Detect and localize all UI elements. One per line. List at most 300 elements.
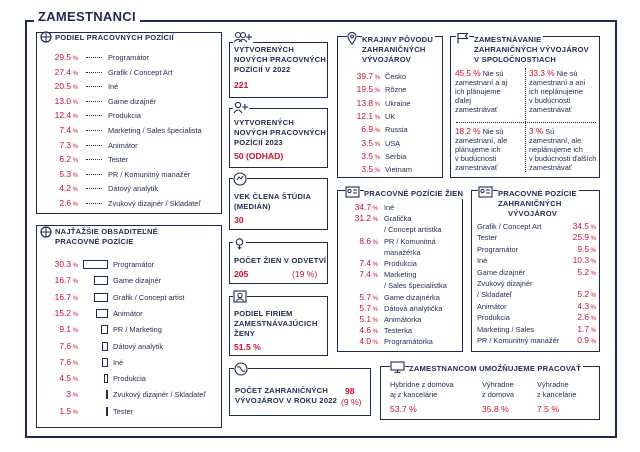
foreignpos-pct-value: 9.5 bbox=[577, 243, 589, 254]
hiring-q1-t4: ďalej bbox=[455, 96, 472, 105]
womenpos-pct-sign: % bbox=[370, 295, 378, 302]
hardest-label: Programátor bbox=[113, 260, 155, 269]
hiring-q4-pct: 3 % bbox=[529, 127, 544, 136]
hardest-pct-sign: % bbox=[70, 393, 78, 400]
positions-label: PR / Komunitný manažér bbox=[108, 169, 191, 179]
hardest-label: Grafik / Concept artist bbox=[113, 292, 185, 302]
foreignpos-pct-sign: % bbox=[588, 327, 596, 334]
hardest-pct-value: 7.6 bbox=[59, 340, 71, 351]
foreignpos-pct bbox=[552, 301, 596, 311]
positions-pct-value: 27.4 bbox=[54, 66, 71, 77]
foreignpos-pct bbox=[552, 255, 596, 265]
foreignpos-pct bbox=[552, 267, 596, 277]
foreignpos-label: Grafik / Concept Art bbox=[477, 222, 542, 231]
womenpos-label: manažérka bbox=[384, 247, 421, 257]
positions-pct bbox=[38, 198, 78, 208]
hiring-q1-t5: zamestnávať bbox=[455, 105, 498, 114]
id-card-icon bbox=[345, 186, 360, 198]
hiring-q4-t5: zamestnávať bbox=[529, 163, 572, 172]
foreignpos-label: Zvukový dizajnér bbox=[477, 279, 533, 288]
hiring-q3-t2: zamestnaní, ale bbox=[455, 136, 508, 145]
created2023-line3: POZÍCIÍ 2023 bbox=[234, 138, 283, 147]
countries-pct bbox=[340, 124, 380, 134]
womenpos-pct-value: 5.7 bbox=[359, 291, 371, 302]
countries-pct bbox=[340, 71, 380, 81]
hardest-pct-sign: % bbox=[70, 311, 78, 318]
female-icon bbox=[233, 237, 246, 250]
hardest-label: Produkcia bbox=[113, 374, 146, 384]
workmode-title: ZAMESTNANCOM UMOŽŇUJEME PRACOVAŤ bbox=[409, 364, 582, 373]
positions-pct bbox=[38, 154, 78, 164]
womenpos-pct bbox=[338, 314, 378, 324]
countries-label: Russia bbox=[385, 125, 408, 135]
foreignpos-pct-value: 34.5 bbox=[572, 221, 589, 231]
hiring-q1-t3: ich plánujeme bbox=[455, 87, 501, 96]
hardest-bar bbox=[101, 325, 108, 334]
womenpos-label: Animátorka bbox=[384, 315, 422, 324]
countries-label: Rôzne bbox=[385, 85, 407, 95]
positions-label: Zvukový dizajnér / Skladateľ bbox=[108, 199, 201, 208]
countries-label: Ukraine bbox=[385, 98, 411, 108]
hiring-q1-t2: zamestnaní a aj bbox=[455, 78, 508, 87]
positions-pct-sign: % bbox=[70, 143, 78, 150]
positions-pct bbox=[38, 52, 78, 62]
firms-line3: ŽENY bbox=[234, 329, 256, 338]
countries-title-1: KRAJINY PÔVODU bbox=[362, 35, 434, 44]
countries-pct bbox=[340, 111, 380, 121]
womenpos-pct bbox=[338, 325, 378, 335]
person-plus-icon bbox=[233, 101, 249, 114]
firms-line2: ZAMESTNÁVAJÚCICH bbox=[234, 319, 318, 328]
foreignpos-label: / Skladateľ bbox=[477, 290, 513, 300]
created2023-line2: NOVÝCH PRACOVNÝCH bbox=[234, 128, 327, 137]
foreignpos-pct-sign: % bbox=[588, 293, 596, 300]
countries-pct bbox=[340, 98, 380, 108]
created2023-line1: VYTVORENÝCH bbox=[234, 118, 295, 127]
workmode-c2-value: 35.8 % bbox=[482, 404, 509, 414]
foreignpos-label: Iné bbox=[477, 256, 488, 266]
hardest-pct-value: 1.5 bbox=[59, 405, 71, 416]
foreign-line1: POČET ZAHRANIČNÝCH bbox=[235, 386, 329, 395]
womenpos-pct-value: 8.6 bbox=[359, 235, 371, 246]
globe-icon bbox=[234, 362, 248, 376]
created2022-line2: NOVÝCH PRACOVNÝCH bbox=[234, 55, 327, 64]
countries-pct-value: 3.5 bbox=[361, 164, 373, 175]
hiring-divider-v bbox=[525, 68, 526, 172]
women-pct: (19 %) bbox=[292, 269, 318, 279]
hardest-pct-value: 3 bbox=[66, 389, 71, 400]
hardest-pct bbox=[38, 292, 78, 302]
foreignpos-label: Produkcia bbox=[477, 313, 510, 323]
workmode-c1-value: 53.7 % bbox=[390, 404, 417, 414]
positions-leader bbox=[86, 57, 102, 58]
foreignpos-pct-value: 25.9 bbox=[572, 232, 589, 243]
positions-pct-sign: % bbox=[70, 172, 78, 179]
hiring-q4-t3: neplánujeme ich bbox=[529, 145, 583, 154]
positions-pct-value: 5.3 bbox=[59, 168, 71, 179]
created2023-value: 50 (ODHAD) bbox=[234, 151, 284, 161]
foreignpos-pct-value: 5.2 bbox=[577, 266, 589, 277]
hardest-bar bbox=[106, 407, 108, 416]
womenpos-pct bbox=[338, 258, 378, 268]
hardest-pct bbox=[38, 406, 78, 416]
firms-line1: PODIEL FIRIEM bbox=[234, 309, 293, 318]
positions-label: Marketing / Sales špecialista bbox=[108, 126, 202, 135]
countries-label: USA bbox=[385, 138, 401, 148]
countries-pct-sign: % bbox=[372, 141, 380, 148]
countries-title-3: VÝVOJÁROV bbox=[362, 55, 412, 64]
hardest-pct-value: 16.7 bbox=[54, 275, 71, 286]
foreignpos-pct-value: 5.2 bbox=[577, 289, 589, 300]
foreignpos-pct-sign: % bbox=[588, 304, 596, 311]
foreignpos-pct-sign: % bbox=[588, 259, 596, 266]
age-line2: (MEDIÁN) bbox=[234, 202, 271, 211]
workmode-c1-l2: aj z kancelárie bbox=[390, 390, 438, 399]
positions-pct bbox=[38, 125, 78, 135]
foreignpos-pct bbox=[552, 335, 596, 345]
womenpos-pct-value: 31.2 bbox=[354, 213, 371, 224]
hardest-title-2: PRACOVNÉ POZÍCIE bbox=[55, 237, 134, 246]
positions-pct bbox=[38, 67, 78, 77]
foreign-line2: VÝVOJÁROV V ROKU 2022 bbox=[235, 396, 338, 405]
hardest-pct bbox=[38, 275, 78, 285]
hardest-pct bbox=[38, 357, 78, 367]
countries-label: Česko bbox=[385, 72, 406, 81]
hardest-pct bbox=[38, 324, 78, 334]
foreign-positions-title-1: PRACOVNÉ POZÍCIE bbox=[498, 189, 577, 198]
countries-pct-value: 3.5 bbox=[361, 150, 373, 161]
hiring-q3-t3: plánujeme ich bbox=[455, 145, 501, 154]
countries-pct-value: 19.5 bbox=[356, 84, 373, 95]
hardest-bar bbox=[96, 309, 108, 318]
hardest-pct-sign: % bbox=[70, 344, 78, 351]
hiring-q2-pct: 33.3 % bbox=[529, 69, 555, 78]
hiring-q2-t1: Nie sú bbox=[556, 69, 578, 78]
positions-label: Animátor bbox=[108, 140, 138, 150]
positions-pct-value: 20.5 bbox=[54, 81, 71, 92]
hardest-pct bbox=[38, 373, 78, 383]
foreignpos-pct-value: 4.3 bbox=[577, 300, 589, 311]
workmode-c2-l1: Výhradne bbox=[482, 380, 514, 389]
hardest-bar bbox=[102, 342, 108, 351]
created2022-value: 221 bbox=[234, 80, 249, 90]
hiring-q4-t2: zamestnaní, ale bbox=[529, 136, 582, 145]
women-positions-title: PRACOVNÉ POZÍCIE ŽIEN bbox=[364, 189, 464, 198]
hardest-label: Tester bbox=[113, 406, 134, 416]
womenpos-pct bbox=[338, 292, 378, 302]
foreignpos-pct-sign: % bbox=[588, 316, 596, 323]
hardest-pct-value: 9.1 bbox=[59, 324, 71, 335]
positions-pct-value: 7.4 bbox=[59, 125, 71, 135]
hiring-q2-t2: zamestnaní a ani bbox=[529, 78, 586, 87]
workmode-c3-l1: Výhradne bbox=[537, 380, 569, 389]
positions-label: Iné bbox=[108, 82, 119, 92]
positions-pct-sign: % bbox=[70, 99, 78, 106]
foreignpos-pct-value: 2.6 bbox=[577, 312, 589, 323]
positions-pct-value: 4.2 bbox=[59, 183, 71, 194]
age-circle-icon bbox=[233, 172, 247, 186]
hiring-q2-t3: ich neplánujeme bbox=[529, 87, 583, 96]
foreignpos-pct-sign: % bbox=[588, 225, 596, 231]
hiring-q1-t1: Nie sú bbox=[482, 69, 504, 78]
womenpos-label: Programátorka bbox=[384, 337, 433, 347]
womenpos-label: Grafička bbox=[384, 214, 412, 224]
positions-label: Game dizajnér bbox=[108, 96, 157, 106]
hardest-pct-sign: % bbox=[70, 279, 78, 286]
womenpos-pct-value: 4.6 bbox=[359, 325, 371, 336]
foreign-positions-title-3: VÝVOJÁROV bbox=[508, 209, 558, 218]
hiring-title-3: V SPOLOČNOSTIACH bbox=[474, 55, 557, 64]
countries-pct-value: 13.8 bbox=[356, 97, 373, 108]
created2022-line1: VYTVORENÝCH bbox=[234, 45, 295, 54]
age-line1: VEK ČLENA ŠTÚDIA bbox=[234, 192, 312, 201]
hardest-pct bbox=[38, 389, 78, 399]
positions-pct-sign: % bbox=[70, 158, 78, 165]
map-pin-icon bbox=[347, 32, 357, 45]
foreignpos-label: Marketing / Sales bbox=[477, 324, 535, 334]
foreignpos-label: Programátor bbox=[477, 244, 519, 254]
hiring-q3-t1: Nie sú bbox=[482, 127, 504, 136]
countries-pct bbox=[340, 164, 380, 174]
flag-icon bbox=[456, 32, 469, 44]
foreignpos-pct-sign: % bbox=[588, 236, 596, 243]
hardest-pct bbox=[38, 259, 78, 269]
hardest-bar bbox=[83, 260, 108, 269]
hardest-pct-sign: % bbox=[70, 263, 78, 269]
womenpos-label: Iné bbox=[384, 203, 395, 212]
hardest-pct bbox=[38, 308, 78, 318]
foreignpos-pct bbox=[552, 244, 596, 254]
hiring-q2 bbox=[529, 69, 599, 114]
positions-pct-value: 12.4 bbox=[54, 110, 71, 121]
hardest-label: Iné bbox=[113, 357, 124, 367]
hiring-q4-t4: v budúcnosti ďalších bbox=[529, 154, 597, 163]
countries-pct bbox=[340, 151, 380, 161]
hardest-pct-sign: % bbox=[70, 295, 78, 302]
countries-pct-sign: % bbox=[372, 154, 380, 161]
womenpos-pct-sign: % bbox=[370, 306, 378, 313]
womenpos-pct bbox=[338, 303, 378, 313]
womenpos-pct-sign: % bbox=[370, 206, 378, 212]
womenpos-pct-value: 5.1 bbox=[359, 314, 371, 324]
positions-pct bbox=[38, 96, 78, 106]
hardest-bar bbox=[104, 374, 108, 383]
womenpos-pct bbox=[338, 202, 378, 212]
positions-leader bbox=[86, 115, 102, 116]
countries-pct-sign: % bbox=[372, 88, 380, 95]
positions-label: Tester bbox=[108, 155, 129, 165]
womenpos-label: Testerka bbox=[384, 326, 412, 336]
people-plus-icon bbox=[233, 31, 253, 43]
countries-pct bbox=[340, 84, 380, 94]
positions-leader bbox=[86, 130, 102, 131]
hardest-pct-sign: % bbox=[70, 328, 78, 335]
positions-pct-value: 13.0 bbox=[54, 95, 71, 106]
positions-label: Programátor bbox=[108, 53, 150, 62]
hiring-title-2: ZAHRANIČNÝCH VÝVOJÁROV bbox=[474, 45, 589, 54]
positions-pct bbox=[38, 110, 78, 120]
foreignpos-pct-value: 10.3 bbox=[572, 255, 589, 266]
hardest-title-1: NAJŤAŽŠIE OBSADITEĽNÉ bbox=[55, 227, 161, 237]
countries-label: UK bbox=[385, 111, 396, 121]
positions-title: PODIEL PRACOVNÝCH POZÍCIÍ bbox=[55, 33, 177, 43]
hardest-pct-sign: % bbox=[70, 409, 78, 416]
hardest-label: Dátový analytik bbox=[113, 341, 164, 351]
positions-pct-sign: % bbox=[70, 85, 78, 92]
crosshair-icon bbox=[40, 226, 52, 238]
foreignpos-pct-sign: % bbox=[588, 270, 596, 277]
womenpos-label: / Concept artistka bbox=[384, 225, 442, 235]
hardest-pct-value: 15.2 bbox=[54, 307, 71, 318]
id-card-icon bbox=[478, 186, 493, 198]
womenpos-pct-sign: % bbox=[370, 262, 378, 268]
womenpos-pct-sign: % bbox=[370, 318, 378, 324]
positions-leader bbox=[86, 174, 102, 175]
positions-pct bbox=[38, 81, 78, 91]
hiring-q3-t5: zamestnávať bbox=[455, 163, 498, 172]
womenpos-pct-value: 7.4 bbox=[359, 269, 371, 280]
positions-pct-sign: % bbox=[70, 56, 78, 62]
hiring-q2-t4: v budúcnosti bbox=[529, 96, 571, 105]
women-line1: POČET ŽIEN V ODVETVÍ bbox=[234, 256, 327, 265]
foreignpos-pct bbox=[552, 324, 596, 334]
countries-pct-value: 3.5 bbox=[361, 137, 373, 148]
positions-pct-value: 29.5 bbox=[54, 52, 71, 62]
positions-leader bbox=[86, 72, 102, 73]
positions-pct bbox=[38, 140, 78, 150]
foreignpos-label: Game dizajnér bbox=[477, 267, 526, 277]
womenpos-label: Produkcia bbox=[384, 259, 417, 268]
positions-pct-value: 6.2 bbox=[59, 154, 71, 165]
positions-leader bbox=[86, 145, 102, 146]
womenpos-label: Dátová analytička bbox=[384, 303, 443, 313]
hiring-q4-t1: Sú bbox=[545, 127, 555, 136]
womenpos-pct bbox=[338, 269, 378, 279]
countries-pct-sign: % bbox=[372, 75, 380, 81]
womenpos-pct-sign: % bbox=[370, 340, 378, 347]
hardest-pct-value: 7.6 bbox=[59, 356, 71, 367]
countries-pct-value: 39.7 bbox=[356, 71, 373, 81]
foreign-pct: (9 %) bbox=[341, 397, 362, 407]
womenpos-label: / Sales špecialistka bbox=[384, 281, 447, 291]
hardest-bar bbox=[106, 390, 108, 399]
womenpos-label: Marketing bbox=[384, 270, 417, 280]
workmode-c1-l1: Hybridne z domova bbox=[390, 380, 454, 389]
positions-leader bbox=[86, 188, 102, 189]
monitor-icon bbox=[390, 361, 405, 373]
foreignpos-pct-sign: % bbox=[588, 247, 596, 254]
hiring-q3-pct: 18.2 % bbox=[455, 127, 481, 136]
countries-pct bbox=[340, 138, 380, 148]
crosshair-icon bbox=[40, 31, 52, 43]
positions-leader bbox=[86, 101, 102, 102]
countries-pct-sign: % bbox=[372, 128, 380, 135]
created2022-line3: POZÍCIÍ V 2022 bbox=[234, 65, 291, 74]
positions-pct-sign: % bbox=[70, 114, 78, 121]
hardest-label: Animátor bbox=[113, 308, 143, 318]
womenpos-pct-sign: % bbox=[370, 217, 378, 224]
womenpos-pct bbox=[338, 213, 378, 223]
hiring-q2-t5: zamestnávať bbox=[529, 105, 572, 114]
positions-leader bbox=[86, 203, 102, 204]
womenpos-pct bbox=[338, 336, 378, 346]
positions-pct-sign: % bbox=[70, 129, 78, 135]
foreign-value: 98 bbox=[345, 386, 355, 396]
countries-pct-value: 6.9 bbox=[361, 124, 373, 135]
womenpos-label: PR / Komunitná bbox=[384, 236, 436, 246]
countries-pct-value: 12.1 bbox=[356, 110, 373, 121]
positions-pct bbox=[38, 169, 78, 179]
foreign-positions-title-2: ZAHRANIČNÝCH bbox=[498, 199, 562, 208]
hardest-pct-sign: % bbox=[70, 360, 78, 367]
foreignpos-label: Tester bbox=[477, 233, 498, 243]
hardest-label: Game dizajnér bbox=[113, 276, 162, 286]
womenpos-pct-sign: % bbox=[370, 239, 378, 246]
countries-pct-sign: % bbox=[372, 101, 380, 108]
foreignpos-pct-value: 0.9 bbox=[577, 335, 589, 345]
firms-value: 51.5 % bbox=[234, 342, 261, 352]
hardest-pct-value: 16.7 bbox=[54, 291, 71, 302]
hiring-q3 bbox=[455, 127, 523, 172]
womenpos-pct-sign: % bbox=[370, 273, 378, 280]
foreignpos-pct-sign: % bbox=[588, 339, 596, 345]
positions-pct-sign: % bbox=[70, 187, 78, 194]
hiring-title-1: ZAMESTNÁVANIE bbox=[474, 35, 542, 44]
countries-title-2: ZAHRANIČNÝCH bbox=[362, 45, 426, 54]
women-value: 205 bbox=[234, 269, 249, 279]
countries-pct-sign: % bbox=[372, 114, 380, 121]
hardest-bar bbox=[94, 276, 108, 285]
hiring-q1 bbox=[455, 69, 523, 114]
countries-pct-sign: % bbox=[372, 168, 380, 175]
womenpos-pct-value: 7.4 bbox=[359, 258, 371, 268]
positions-label: Dátový analytik bbox=[108, 184, 159, 194]
hardest-bar bbox=[102, 358, 108, 367]
hiring-divider-h bbox=[456, 122, 596, 123]
positions-pct-value: 2.6 bbox=[59, 198, 71, 208]
age-value: 30 bbox=[234, 215, 244, 225]
positions-pct-sign: % bbox=[70, 202, 78, 208]
womenpos-pct-value: 4.0 bbox=[359, 336, 371, 347]
womenpos-pct-sign: % bbox=[370, 329, 378, 336]
womenpos-label: Game dizajnérka bbox=[384, 292, 440, 302]
foreignpos-pct bbox=[552, 312, 596, 322]
hardest-pct-sign: % bbox=[70, 377, 78, 384]
hardest-label: PR / Marketing bbox=[113, 325, 162, 335]
workmode-c3-value: 7.5 % bbox=[537, 404, 559, 414]
positions-pct-value: 7.3 bbox=[59, 139, 71, 150]
workmode-c2-l2: z domova bbox=[482, 390, 515, 399]
foreignpos-pct-value: 1.7 bbox=[577, 323, 589, 334]
countries-label: Serbia bbox=[385, 151, 407, 161]
hardest-pct-value: 30.3 bbox=[54, 259, 71, 269]
page-title: ZAMESTNANCI bbox=[34, 9, 140, 24]
hiring-q3-t4: v budúcnosti bbox=[455, 154, 497, 163]
foreignpos-label: PR / Komunitný manažér bbox=[477, 336, 560, 345]
foreignpos-pct bbox=[552, 221, 596, 231]
positions-pct-sign: % bbox=[70, 70, 78, 77]
positions-label: Grafik / Concept Art bbox=[108, 67, 173, 77]
womenpos-pct bbox=[338, 236, 378, 246]
positions-leader bbox=[86, 86, 102, 87]
womenpos-pct-value: 5.7 bbox=[359, 302, 371, 313]
hardest-pct-value: 4.5 bbox=[59, 373, 71, 384]
womenpos-pct-value: 34.7 bbox=[354, 202, 371, 212]
foreignpos-pct bbox=[552, 232, 596, 242]
positions-label: Produkcia bbox=[108, 111, 141, 121]
hardest-pct bbox=[38, 341, 78, 351]
hardest-bar bbox=[94, 293, 108, 302]
